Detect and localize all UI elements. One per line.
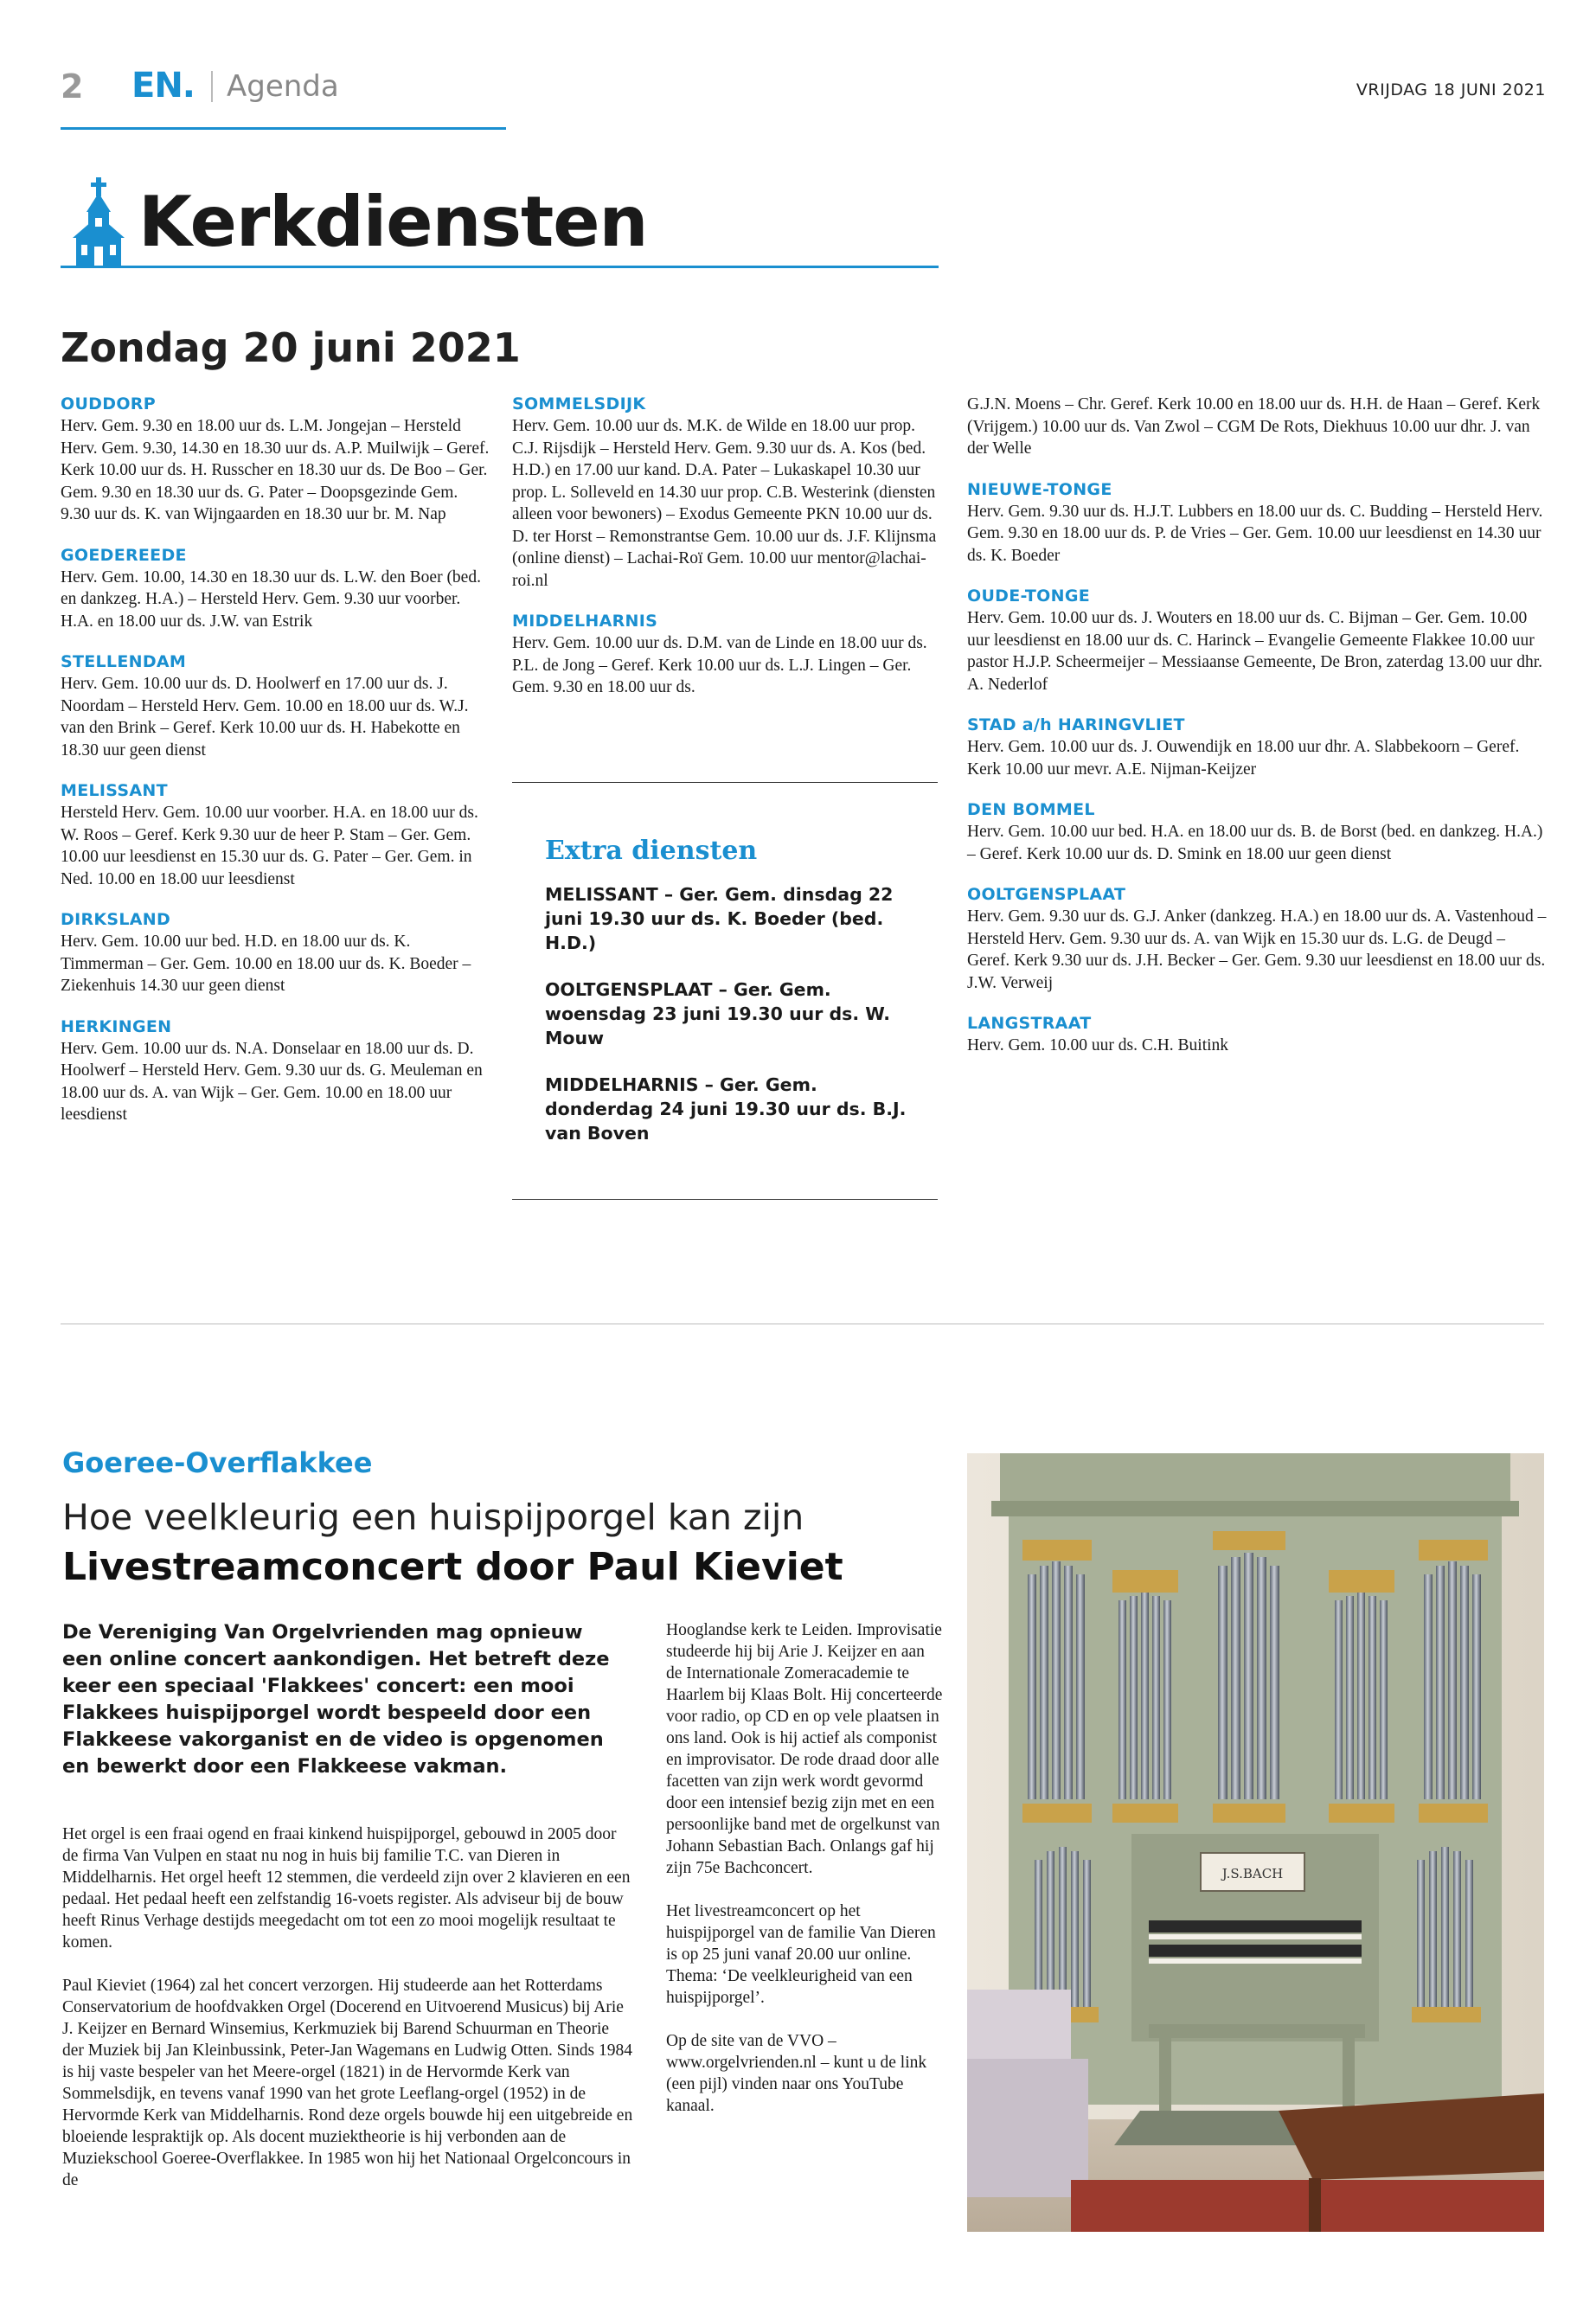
article-kicker: Goeree-Overflakkee xyxy=(62,1446,373,1479)
place-name: OUDE-TONGE xyxy=(967,586,1091,606)
service-text: Hersteld Herv. Gem. 10.00 uur voorber. H.A. en 18.00 uur ds. W. Roos – Geref. Kerk 9.30 uur de heer P. Stam – Ger. Gem. 10.00 uur leesdienst en 15.30 uur ds. G. Pater – Ger. Gem. in Ned. 10.00 en 18.00 uur leesdienst xyxy=(61,804,478,888)
page-title: Kerkdiensten xyxy=(138,182,648,262)
services-column-3 xyxy=(967,394,1547,1076)
extra-services-list xyxy=(545,882,908,1168)
newspaper-logo: EN. xyxy=(131,66,195,106)
service-entry xyxy=(967,884,1547,994)
service-text: Herv. Gem. 10.00, 14.30 en 18.30 uur ds. L.W. den Boer (bed. en dankzeg. H.A.) – Hersteld Herv. Gem. 9.30 uur voorber. H.A. en 18.00 uur ds. J.W. van Estrik xyxy=(61,567,481,631)
service-text: Herv. Gem. 10.00 uur ds. D. Hoolwerf en 17.00 uur ds. J. Noordam – Hersteld Herv. Gem. 10.00 en 18.00 uur ds. W.J. van den Brink – Geref. Kerk 10.00 uur ds. H. Habekotte en 18.30 uur geen dienst xyxy=(61,675,469,760)
section-label: Agenda xyxy=(227,69,339,104)
services-column-1 xyxy=(61,394,491,1145)
article-body-column-1 xyxy=(62,1823,633,2213)
article-body-column-2 xyxy=(666,1619,943,2138)
place-name: DIRKSLAND xyxy=(61,910,171,929)
music-stand-sign: J.S.BACH xyxy=(1221,1866,1284,1881)
extra-box-top-rule xyxy=(512,782,938,783)
extra-service-item: MELISSANT – Ger. Gem. dinsdag 22 juni 19.30 uur ds. K. Boeder (bed. H.D.) xyxy=(545,884,894,953)
place-name: SOMMELSDIJK xyxy=(512,394,646,413)
extra-box-bottom-rule xyxy=(512,1199,938,1200)
service-text: G.J.N. Moens – Chr. Geref. Kerk 10.00 en 18.00 uur ds. H.H. de Haan – Geref. Kerk (Vrijgem.) 10.00 uur ds. Van Zwol – CGM De Rots, Diekhuus 10.00 uur dhr. J. van der Welle xyxy=(967,395,1541,458)
service-text: Herv. Gem. 10.00 uur bed. H.A. en 18.00 uur ds. B. de Borst (bed. en dankzeg. H.A.) – Geref. Kerk 10.00 uur ds. D. Smink en 18.00 uur geen dienst xyxy=(967,823,1543,863)
article-lead: De Vereniging Van Orgelvrienden mag opnieuw een online concert aankondigen. Het betreft deze keer een speciaal 'Flakkees' concert: een mooi Flakkees huispijporgel wordt bespeeld door een Flakkeese vakorganist en de video is opgenomen en bewerkt door een Flakkeese vakman. xyxy=(62,1621,610,1778)
service-entry xyxy=(61,1016,491,1126)
place-name: GOEDEREEDE xyxy=(61,545,187,565)
extra-service-item: MIDDELHARNIS – Ger. Gem. donderdag 24 juni 19.30 uur ds. B.J. van Boven xyxy=(545,1074,907,1144)
extra-services-title: Extra diensten xyxy=(545,836,758,866)
article-paragraph: Hooglandse kerk te Leiden. Improvisatie studeerde hij bij Arie J. Keijzer en aan de Internationale Zomeracademie te Haarlem bij Klaas Bolt. Hij concerteerde voor radio, op CD en op vele plaatsen in ons land. Ook is hij actief als componist en improvisator. De rode draad door alle facetten van zijn werk wordt gevormd door een intensief bezig zijn met en een persoonlijke band met de orgelkunst van Johann Sebastian Bach. Onlangs gaf hij zijn 75e Bachconcert. xyxy=(666,1621,943,1877)
service-text: Herv. Gem. 9.30 en 18.00 uur ds. L.M. Jongejan – Hersteld Herv. Gem. 9.30, 14.30 en 18.30 uur ds. A.P. Muilwijk – Geref. Kerk 10.00 uur ds. H. Russcher en 18.30 uur ds. De Boo – Ger. Gem. 9.30 en 18.30 uur ds. G. Pater – Doopsgezinde Gem. 9.30 uur ds. K. van Wijngaarden en 18.30 uur br. M. Nap xyxy=(61,417,490,523)
day-heading: Zondag 20 juni 2021 xyxy=(61,324,521,371)
header-rule xyxy=(61,127,506,130)
church-icon xyxy=(67,177,130,268)
service-text: Herv. Gem. 9.30 uur ds. H.J.T. Lubbers en 18.00 uur ds. C. Budding – Hersteld Herv. Gem. 9.30 en 18.00 uur ds. P. de Vries – Ger. Gem. 10.00 uur leesdienst en 14.30 uur ds. K. Boeder xyxy=(967,502,1543,565)
place-name: OOLTGENSPLAAT xyxy=(967,885,1126,904)
service-text: Herv. Gem. 10.00 uur ds. J. Ouwendijk en 18.00 uur dhr. A. Slabbekoorn – Geref. Kerk 10.00 uur mevr. A.E. Nijman-Keijzer xyxy=(967,738,1520,779)
service-entry xyxy=(61,394,491,526)
service-entry xyxy=(512,394,938,592)
service-text: Herv. Gem. 9.30 uur ds. G.J. Anker (dankzeg. H.A.) en 18.00 uur ds. A. Vastenhoud – Hersteld Herv. Gem. 9.30 uur ds. A. van Wijk en 15.30 uur ds. L.G. de Deugd – Geref. Kerk 9.30 uur ds. J.H. Becker – Ger. Gem. 9.30 uur leesdienst en 18.00 uur ds. J.W. Verweij xyxy=(967,907,1547,992)
service-text: Herv. Gem. 10.00 uur ds. C.H. Buitink xyxy=(967,1036,1229,1054)
place-name: OUDDORP xyxy=(61,394,156,413)
organ-photo xyxy=(967,1453,1544,2232)
place-name: STELLENDAM xyxy=(61,652,187,671)
title-rule xyxy=(61,266,939,268)
page-number: 2 xyxy=(61,67,84,106)
service-entry xyxy=(512,611,938,699)
service-entry xyxy=(967,479,1547,567)
article-subheading: Hoe veelkleurig een huispijporgel kan zijn xyxy=(62,1497,804,1538)
service-entry xyxy=(967,1013,1547,1057)
place-name: STAD a/h HARINGVLIET xyxy=(967,715,1185,734)
service-text: Herv. Gem. 10.00 uur bed. H.D. en 18.00 uur ds. K. Timmerman – Ger. Gem. 10.00 en 18.00 uur ds. K. Boeder – Ziekenhuis 14.30 uur geen dienst xyxy=(61,933,471,995)
article-paragraph: Het livestreamconcert op het huispijporgel van de familie Van Dieren is op 25 juni vanaf 20.00 uur online. Thema: ‘De veelkleurigheid van een huispijporgel’. xyxy=(666,1902,936,2007)
service-entry xyxy=(61,909,491,997)
service-entry xyxy=(61,545,491,633)
service-text: Herv. Gem. 10.00 uur ds. M.K. de Wilde en 18.00 uur prop. C.J. Rijsdijk – Hersteld Herv. Gem. 9.30 uur ds. A. Kos (bed. H.D.) en 17.00 uur kand. D.A. Pater – Lukaskapel 10.30 uur prop. L. Solleveld en 14.30 uur prop. C.B. Westerink (diensten alleen voor bewoners) – Exodus Gemeente PKN 10.00 uur ds. D. ter Horst – Remonstrantse Gem. 10.00 uur ds. J.F. Klijnsma (online dienst) – Lachai-Roï Gem. 10.00 uur mentor@lachai-roi.nl xyxy=(512,417,937,590)
place-name: MIDDELHARNIS xyxy=(512,612,658,631)
service-text: Herv. Gem. 10.00 uur ds. N.A. Donselaar en 18.00 uur ds. D. Hoolwerf – Hersteld Herv. Gem. 9.30 uur ds. G. Meuleman en 18.00 uur ds. A. van Wijk – Ger. Gem. 10.00 en 18.00 uur leesdienst xyxy=(61,1039,483,1124)
article-paragraph: Op de site van de VVO – www.orgelvrienden.nl – kunt u de link (een pijl) vinden naar ons YouTube kanaal. xyxy=(666,2032,927,2115)
article-paragraph: Paul Kieviet (1964) zal het concert verzorgen. Hij studeerde aan het Rotterdams Conservatorium de hoofdvakken Orgel (Docerend en Uitvoerend Musicus) bij Arie J. Keijzer en Bernard Winsemius, Kerkmuziek bij Barend Schuurman en Theorie der Muziek bij Jan Kleinbussink, Peter-Jan Wagemans en Ludwig Otten. Sinds 1984 is hij vaste bespeler van het Meere-orgel (1821) in de Hervormde Kerk van Sommelsdijk, en tevens vanaf 1990 van het grote Leeflang-orgel (1952) in de Hervormde Kerk van Middelharnis. Rond deze orgels bouwde hij een uitgebreide en bloeiende lespraktijk op. Als docent muziektheorie is hij verbonden aan de Muziekschool Goeree-Overflakkee. In 1985 won hij het Nationaal Orgelconcours in de xyxy=(62,1977,633,2189)
extra-service-item: OOLTGENSPLAAT – Ger. Gem. woensdag 23 juni 19.30 uur ds. W. Mouw xyxy=(545,979,891,1048)
article-paragraph: Het orgel is een fraai ogend en fraai kinkend huispijporgel, gebouwd in 2005 door de firma Van Vulpen en staat nu nog in huis bij familie T.C. van Dieren in Middelharnis. Het orgel heeft 12 stemmen, die verdeeld zijn over 2 klavieren en een pedaal. Het pedaal heeft een zelfstandig 16-voets register. Als adviseur bij de bouw heeft Rinus Verhage destijds meegedacht om tot een zo mooi mogelijk resultaat te komen. xyxy=(62,1825,631,1952)
place-name: LANGSTRAAT xyxy=(967,1014,1092,1033)
service-entry xyxy=(967,799,1547,865)
place-name: NIEUWE-TONGE xyxy=(967,479,1112,499)
service-entry xyxy=(967,586,1547,695)
services-column-2 xyxy=(512,394,938,718)
header-separator xyxy=(211,71,213,102)
service-entry xyxy=(61,651,491,761)
place-name: DEN BOMMEL xyxy=(967,800,1095,819)
service-text: Herv. Gem. 10.00 uur ds. D.M. van de Linde en 18.00 uur ds. P.L. de Jong – Geref. Kerk 10.00 uur ds. L.J. Lingen – Ger. Gem. 9.30 en 18.00 uur ds. xyxy=(512,634,927,696)
service-entry xyxy=(61,780,491,890)
service-text: Herv. Gem. 10.00 uur ds. J. Wouters en 18.00 uur ds. C. Bijman – Ger. Gem. 10.00 uur leesdienst en 18.00 uur ds. C. Harinck – Evangelie Gemeente Flakkee 10.00 uur pastor H.J.P. Scheermeijer – Messiaanse Gemeente, De Bron, zaterdag 13.00 uur dhr. A. Nederlof xyxy=(967,609,1542,694)
article-headline: Livestreamconcert door Paul Kieviet xyxy=(62,1545,843,1589)
service-entry-continued xyxy=(967,394,1547,460)
organ-illustration xyxy=(967,1453,1544,2232)
place-name: HERKINGEN xyxy=(61,1016,172,1036)
issue-date: VRIJDAG 18 JUNI 2021 xyxy=(1356,80,1546,99)
service-entry xyxy=(967,715,1547,780)
place-name: MELISSANT xyxy=(61,781,168,800)
